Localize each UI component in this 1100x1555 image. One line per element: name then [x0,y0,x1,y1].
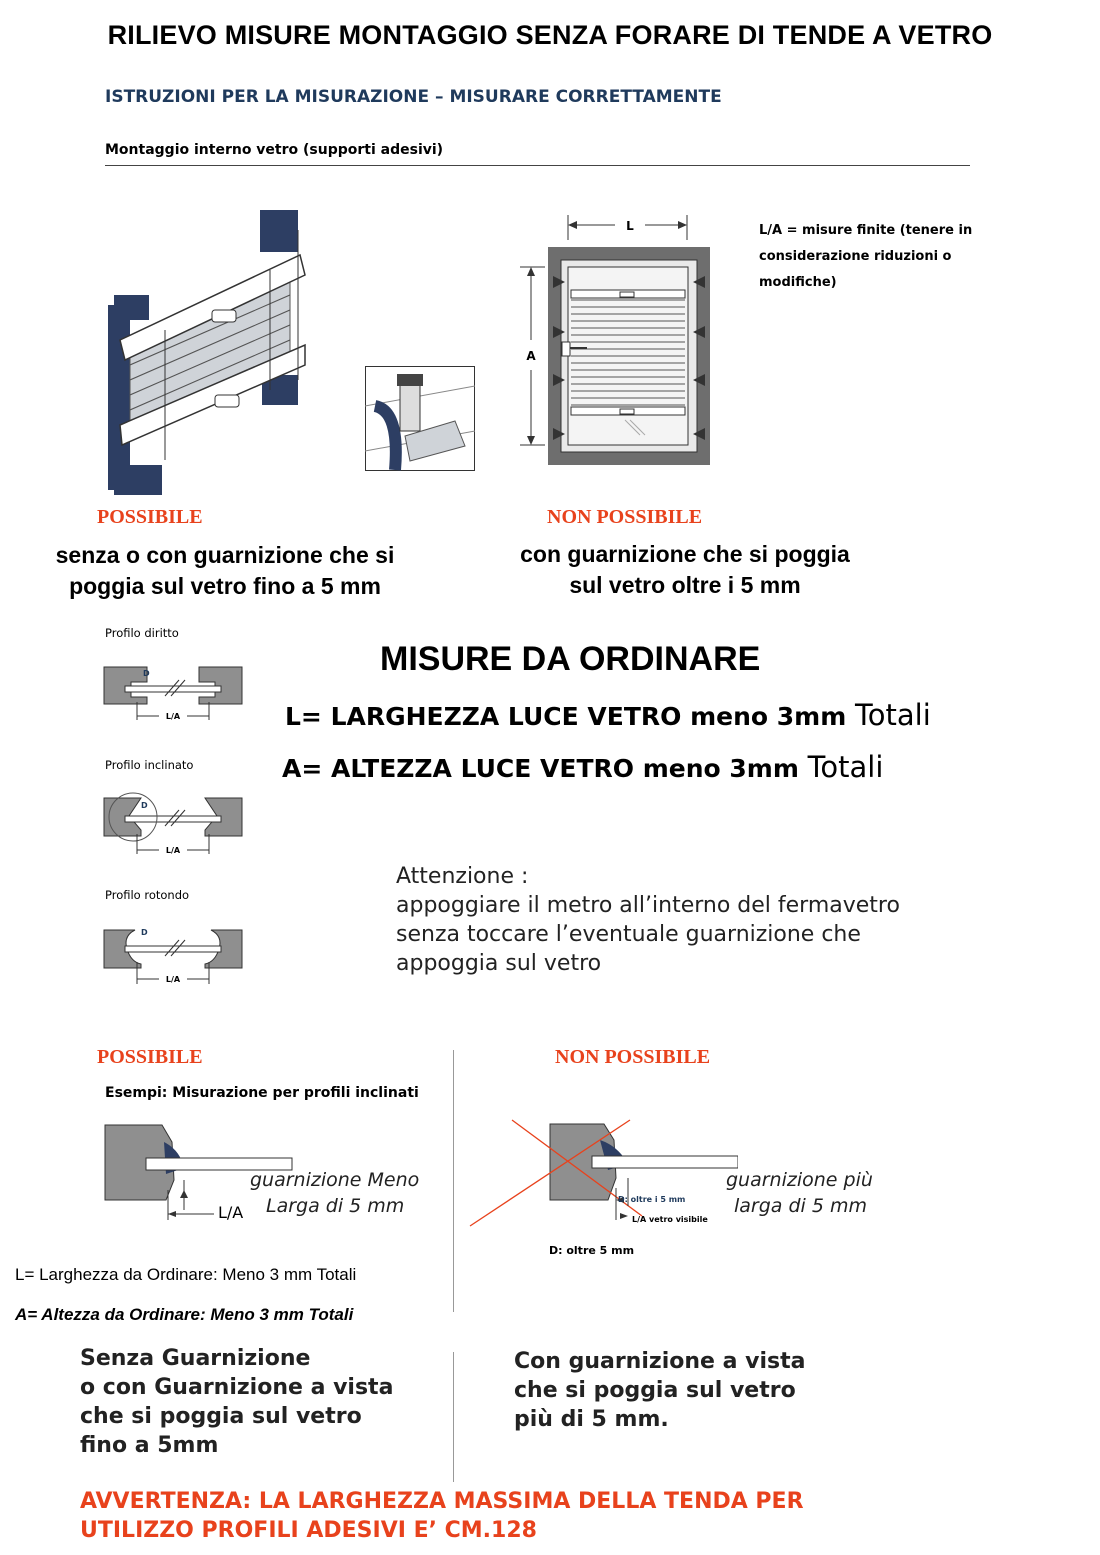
dimension-l-label: L [626,219,634,233]
column-divider [453,1050,454,1312]
profile-straight-diagram [103,662,245,722]
svg-text:D: D [143,669,150,678]
page-title: RILIEVO MISURE MONTAGGIO SENZA FORARE DI TENDE A VETRO [107,20,993,50]
bracket-detail-illustration [365,366,475,471]
possible-la-label: L/A [218,1203,244,1222]
mount-title: Montaggio interno vetro (supporti adesivi) [105,142,444,158]
d-over-5mm-label: D: oltre 5 mm [549,1244,635,1257]
window-measure-diagram [515,210,720,475]
svg-text:L/A vetro visibile: L/A vetro visibile [632,1215,708,1224]
profile-straight-label: Profilo diritto [105,626,179,640]
not-possible-gasket-label: guarnizione più larga di 5 mm [726,1169,873,1217]
instructions-subtitle: ISTRUZIONI PER LA MISURAZIONE – MISURARE CORRETTAMENTE [105,87,722,107]
svg-text:L/A: L/A [165,712,181,721]
top-left-status: POSSIBILE [97,506,203,528]
svg-text:L/A: L/A [165,846,181,855]
dimension-a-label: A [526,349,536,363]
top-right-caption: con guarnizione che si poggia sul vetro oltre i 5 mm [520,541,850,598]
bottom-left-status: POSSIBILE [97,1046,203,1068]
not-possible-gasket-diagram [468,1118,738,1228]
profile-round-label: Profilo rotondo [105,888,190,902]
not-possible-caption: Con guarnizione a vista che si poggia sul vetro più di 5 mm. [514,1349,806,1432]
example-title: Esempi: Misurazione per profili inclinati [105,1085,419,1101]
divider [105,165,970,166]
svg-text:D: D [141,801,148,810]
max-width-warning: AVVERTENZA: LA LARGHEZZA MASSIMA DELLA TENDA PER UTILIZZO PROFILI ADESIVI E’ CM.128 [80,1489,804,1543]
bottom-right-status: NON POSSIBILE [555,1046,711,1068]
profile-inclined-label: Profilo inclinato [105,758,194,772]
profile-round-diagram [103,922,245,986]
attention-note: Attenzione : appoggiare il metro all’interno del fermavetro senza toccare l’eventuale guarnizione che appoggia sul vetro [396,864,900,976]
column-divider-lower [453,1352,454,1482]
profile-inclined-diagram [103,790,245,855]
top-right-status: NON POSSIBILE [547,506,703,528]
possible-caption: Senza Guarnizione o con Guarnizione a vista che si poggia sul vetro fino a 5mm [80,1346,394,1458]
svg-text:L/A: L/A [165,975,181,984]
order-height-summary: A= Altezza da Ordinare: Meno 3 mm Totali [15,1305,354,1324]
order-height-line: A= ALTEZZA LUCE VETRO meno 3mm Totali [282,750,884,784]
svg-text:D: D [141,928,148,937]
finished-measure-note: L/A = misure finite (tenere in considerazione riduzioni o modifiche) [759,223,973,290]
order-heading: MISURE DA ORDINARE [380,640,761,678]
pleated-blind-illustration [100,200,315,505]
top-left-caption: senza o con guarnizione che si poggia sul vetro fino a 5 mm [55,542,395,599]
svg-text:D: oltre i 5 mm: D: oltre i 5 mm [618,1195,686,1204]
order-width-summary: L= Larghezza da Ordinare: Meno 3 mm Totali [15,1265,357,1284]
possible-gasket-label: guarnizione Meno Larga di 5 mm [250,1169,420,1217]
order-width-line: L= LARGHEZZA LUCE VETRO meno 3mm Totali [285,698,931,732]
